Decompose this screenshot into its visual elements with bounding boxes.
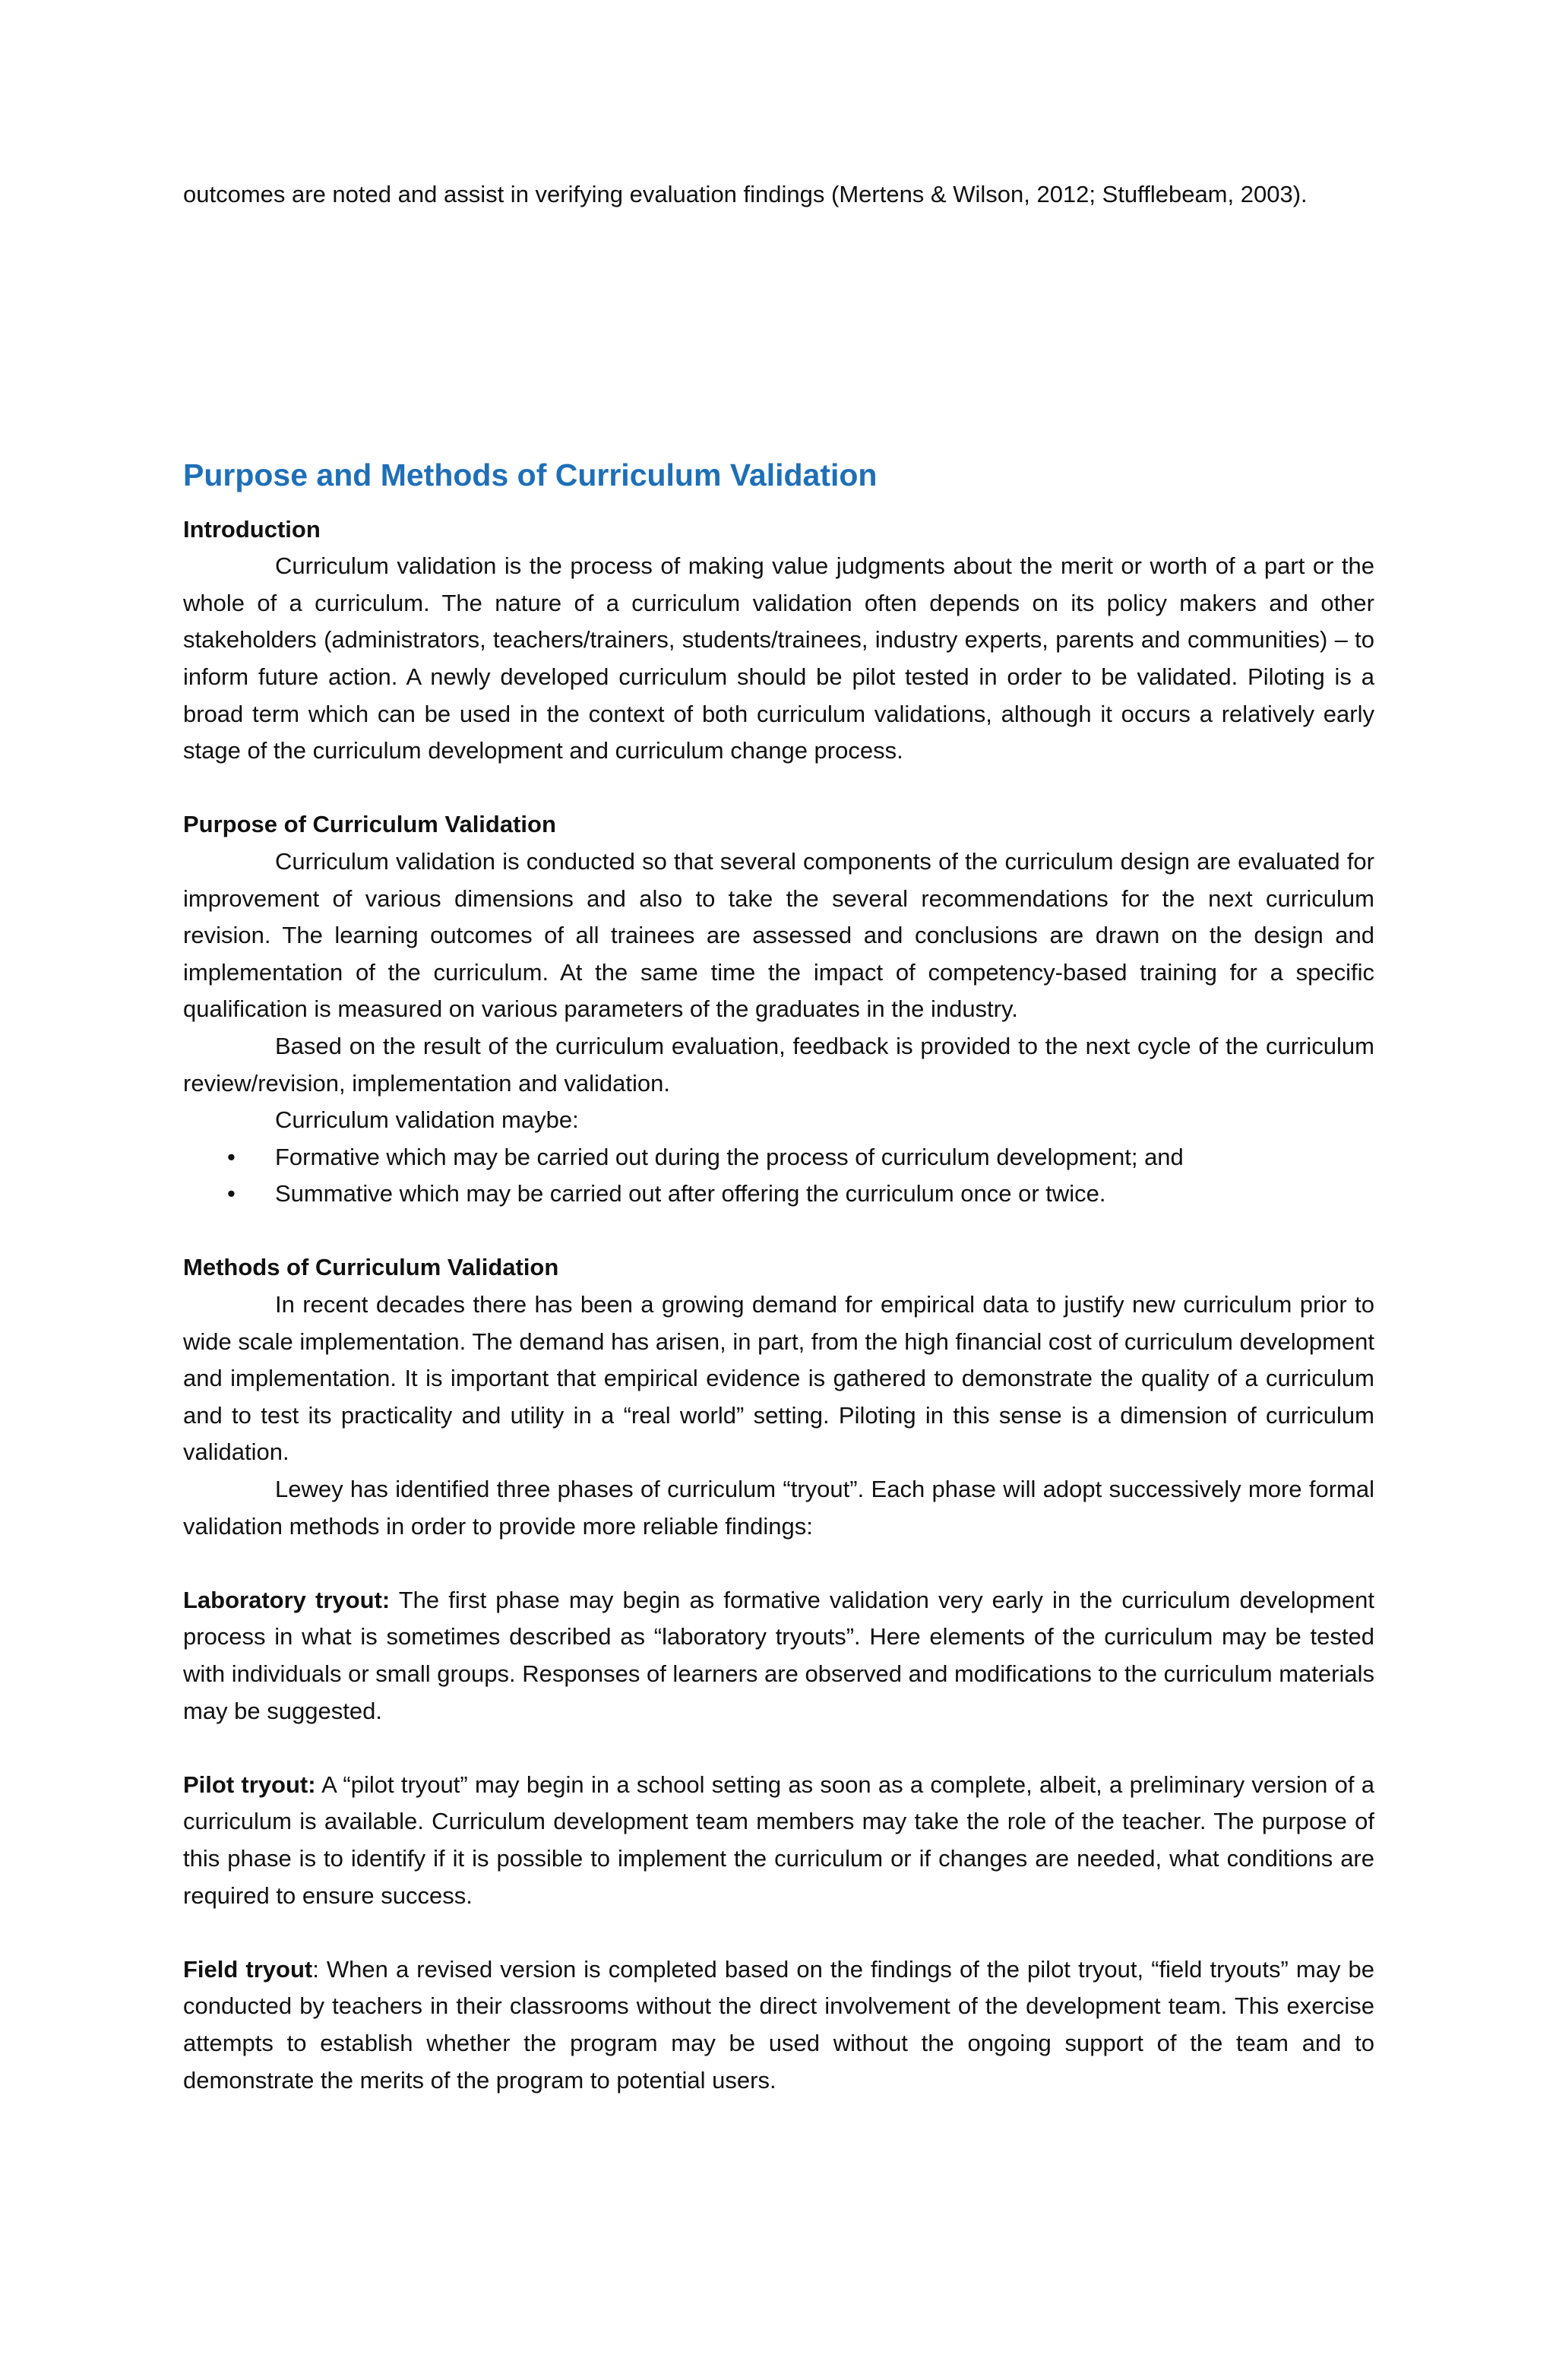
- purpose-paragraph-2: Based on the result of the curriculum evaluation, feedback is provided to the next cycle of the curriculum review/revision, implementation and validation.: [183, 1032, 1374, 1097]
- validation-type-list: [183, 1139, 1374, 1213]
- field-tryout-paragraph: [183, 1951, 1374, 2099]
- intro-fragment-paragraph: outcomes are noted and assist in verifying evaluation findings (Mertens & Wilson, 2012; Stufflebeam, 2003).: [183, 181, 1308, 207]
- laboratory-tryout-paragraph: [183, 1582, 1374, 1730]
- introduction-paragraph: Curriculum validation is the process of making value judgments about the merit or worth of a part or the whole of a curriculum. The nature of a curriculum validation often depends on its policy makers and other stakeholders (administrators, teachers/trainers, students/trainees, industry experts, parents and communities) – to inform future action. A newly developed curriculum should be pilot tested in order to be validated. Piloting is a broad term which can be used in the context of both curriculum validations, although it occurs a relatively early stage of the curriculum development and curriculum change process.: [183, 552, 1374, 764]
- methods-paragraph-1: In recent decades there has been a growing demand for empirical data to justify new curriculum prior to wide scale implementation. The demand has arisen, in part, from the high financial cost of curriculum development and implementation. It is important that empirical evidence is gathered to demonstrate the quality of a curriculum and to test its practicality and utility in a “real world” setting. Piloting in this sense is a dimension of curriculum validation.: [183, 1291, 1374, 1466]
- bullet-icon: •: [227, 1180, 236, 1207]
- purpose-paragraph-3: Curriculum validation maybe:: [275, 1106, 579, 1134]
- introduction-heading: Introduction: [183, 515, 321, 543]
- laboratory-tryout-text: The first phase may begin as formative validation very early in the curriculum development process in what is sometimes described as “laboratory tryouts”. Here elements of the curriculum may be tested with individuals or small groups. Responses of learners are observed and modifications to the curriculum materials may be suggested.: [183, 1586, 1374, 1724]
- list-item-text: Formative which may be carried out during the process of curriculum development; and: [275, 1143, 1184, 1170]
- field-tryout-text: : When a revised version is completed based on the findings of the pilot tryout, “field tryouts” may be conducted by teachers in their classrooms without the direct involvement of the development team. This exercise attempts to establish whether the program may be used without the ongoing support of the team and to demonstrate the merits of the program to potential users.: [183, 1955, 1374, 2094]
- methods-paragraph-2: Lewey has identified three phases of curriculum “tryout”. Each phase will adopt successively more formal validation methods in order to provide more reliable findings:: [183, 1476, 1374, 1540]
- list-item-text: Summative which may be carried out after offering the curriculum once or twice.: [275, 1180, 1106, 1207]
- pilot-tryout-text: A “pilot tryout” may begin in a school setting as soon as a complete, albeit, a preliminary version of a curriculum is available. Curriculum development team members may take the role of the teacher. The purpose of this phase is to identify if it is possible to implement the curriculum or if changes are needed, what conditions are required to ensure success.: [183, 1771, 1375, 1909]
- laboratory-tryout-label: Laboratory tryout:: [183, 1586, 391, 1613]
- purpose-paragraph-1: Curriculum validation is conducted so that several components of the curriculum design are evaluated for improvement of various dimensions and also to take the several recommendations for the next curriculum revision. The learning outcomes of all trainees are assessed and conclusions are drawn on the design and implementation of the curriculum. At the same time the impact of competency-based training for a specific qualification is measured on various parameters of the graduates in the industry.: [183, 847, 1374, 1023]
- purpose-heading: Purpose of Curriculum Validation: [183, 811, 556, 838]
- field-tryout-label: Field tryout: [183, 1955, 313, 1983]
- document-page: [183, 176, 1374, 2099]
- methods-heading: Methods of Curriculum Validation: [183, 1254, 559, 1281]
- pilot-tryout-paragraph: [183, 1767, 1374, 1914]
- list-item: [183, 1176, 1374, 1213]
- section-title: Purpose and Methods of Curriculum Validation: [183, 457, 878, 492]
- bullet-icon: •: [227, 1143, 236, 1170]
- pilot-tryout-label: Pilot tryout:: [183, 1771, 316, 1798]
- list-item: [183, 1139, 1374, 1176]
